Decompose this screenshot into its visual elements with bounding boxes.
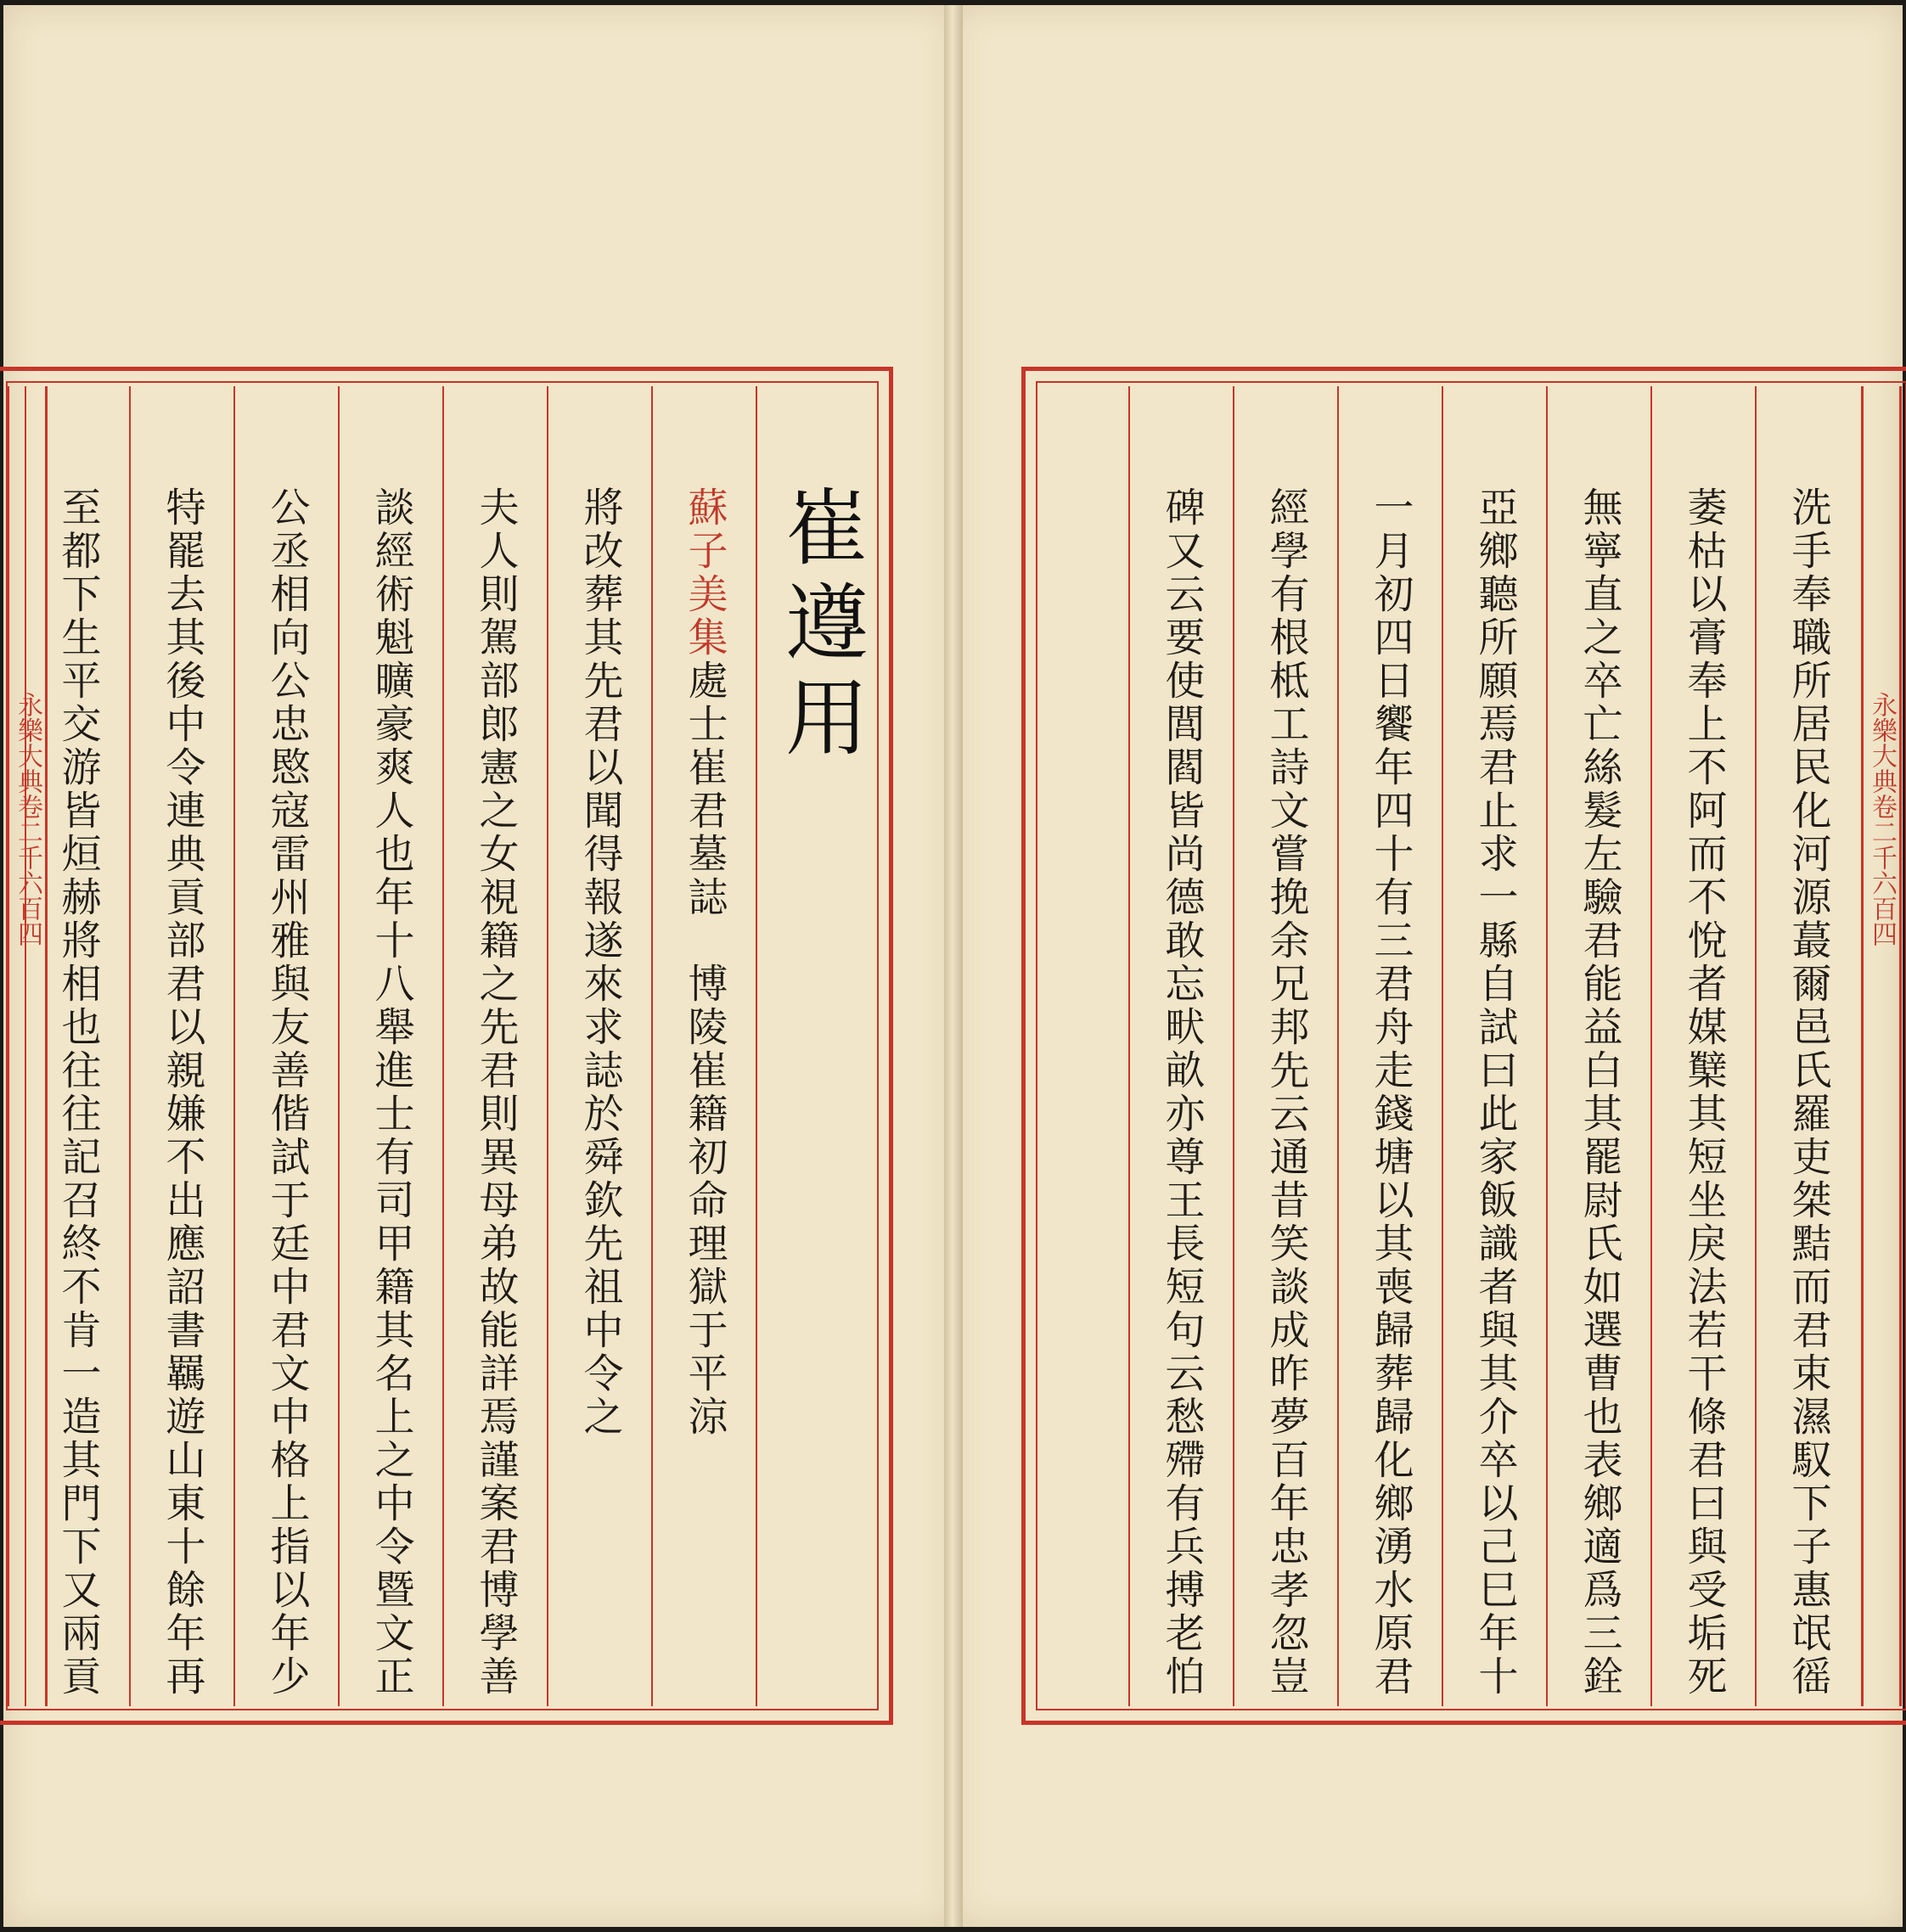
right-fold-margin [1861, 386, 1902, 1706]
column-text: 無寧直之卒亡絲髮左驗君能益白其罷尉氏如選曹也表鄉適爲三銓 [1576, 486, 1623, 1699]
right-text-column [1233, 386, 1337, 1706]
right-text-column [1442, 386, 1546, 1706]
column-text: 將改葬其先君以聞得報遂來求誌於舜欽先祖中令之 [576, 486, 624, 1439]
left-text-column [129, 386, 233, 1706]
left-text-column [442, 386, 547, 1706]
column-text: 洗手奉職所居民化河源蕞爾邑氏羅吏桀黠而君束濕馭下子惠氓徭 [1785, 486, 1832, 1699]
title-column [756, 386, 883, 1706]
column-text: 碑又云要使閭閻皆尚德敢忘畎畝亦尊王長短句云愁殢有兵搏老怕 [1158, 486, 1206, 1699]
column-text: 公丞相向公忠愍寇雷州雅與友善偕試于廷中君文中格上指以年少 [263, 486, 311, 1699]
right-text-column [1337, 386, 1442, 1706]
right-text-column [1755, 386, 1859, 1706]
source-label: 蘇子美集 [681, 486, 728, 660]
column-text [679, 486, 730, 1439]
left-text-column [233, 386, 338, 1706]
column-text: 一月初四日饗年四十有三君舟走錢塘以其喪歸葬歸化鄉湧水原君 [1367, 486, 1414, 1699]
column-text: 亞鄉聽所願焉君止求一縣自試曰此家飯識者與其介卒以己巳年十 [1471, 486, 1519, 1699]
column-text: 特罷去其後中令連典貢部君以親嫌不出應詔書羈遊山東十餘年再 [159, 486, 206, 1699]
column-text: 談經術魁曠豪爽人也年十八舉進士有司甲籍其名上之中令暨文正 [368, 486, 415, 1699]
book-marker-right: 永樂大典卷二千六百四 [1867, 692, 1897, 946]
column-text: 夫人則駕部郎憲之女視籍之先君則異母弟故能詳焉謹案君博學善 [472, 486, 520, 1699]
column-text: 萎枯以膏奉上不阿而不悅者媒櫱其短坐戾法若干條君曰與受垢死 [1680, 486, 1728, 1699]
column-text: 經學有根柢工詩文嘗挽余兄邦先云通昔笑談成昨夢百年忠孝忽豈 [1262, 486, 1310, 1699]
left-text-column [25, 386, 129, 1706]
heading-text: 處士崔君墓誌 博陵崔籍初命理獄于平涼 [681, 660, 728, 1439]
right-text-column [1128, 386, 1233, 1706]
book-spine [944, 5, 963, 1927]
left-text-column [651, 386, 756, 1706]
column-text: 至都下生平交游皆烜赫將相也往往記召終不肯一造其門下又兩貢 [54, 486, 102, 1699]
book-marker-left: 永樂大典卷二千六百四 [13, 692, 42, 946]
entry-title: 崔遵用 [771, 484, 869, 769]
right-text-column [1650, 386, 1755, 1706]
left-text-column [547, 386, 651, 1706]
left-text-column [0, 386, 25, 1706]
left-text-column [338, 386, 442, 1706]
right-text-column [1546, 386, 1650, 1706]
